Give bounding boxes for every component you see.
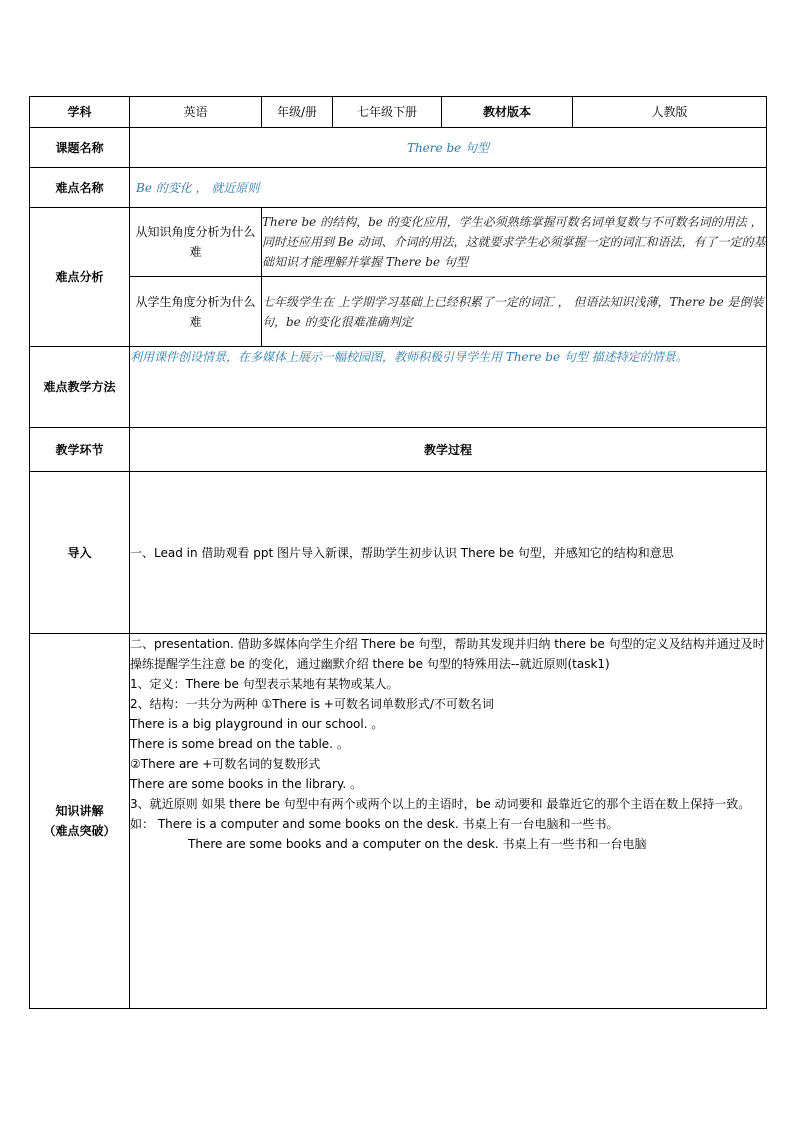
difficulty-row xyxy=(30,168,767,208)
grade-value: 七年级下册 xyxy=(333,97,442,128)
subject-value: 英语 xyxy=(130,97,262,128)
method-label: 难点教学方法 xyxy=(30,347,130,428)
analysis-label: 难点分析 xyxy=(30,208,130,347)
proximity-rule-paragraph: 3、就近原则 如果 there be 句型中有两个或两个以上的主语时，be 动词要和 最靠近它的那个主语在数上保持一致。 xyxy=(130,797,751,811)
presentation-paragraph: 二、presentation. 借助多媒体向学生介绍 There be 句型，帮助其发现并归纳 there be 句型的定义及结构并通过及时操练提醒学生注意 be 的变化，通过幽默介绍 there be 句型的特殊用法--就近原则(task1) xyxy=(130,637,765,671)
analysis-knowledge-row xyxy=(30,208,767,277)
structure-line-2: ②There are +可数名词的复数形式 xyxy=(130,757,321,771)
knowledge-label xyxy=(30,634,130,1009)
header-row xyxy=(30,97,767,128)
lesson-plan-table xyxy=(29,96,767,1009)
example-line-4: 如： There is a computer and some books on the desk. 书桌上有一台电脑和一些书。 xyxy=(130,817,619,831)
edition-value: 人教版 xyxy=(573,97,767,128)
student-angle-label: 从学生角度分析为什么难 xyxy=(130,277,262,347)
example-line-2: There is some bread on the table. 。 xyxy=(130,737,349,751)
knowledge-angle-text: There be 的结构，be 的变化应用，学生必须熟练掌握可数名词单复数与不可数名词的用法 ， 同时还应用到 Be 动词、介词的用法，这就要求学生必须掌握一定的词汇和语法，有了一定的基础知识才能理解并掌握 There be 句型 xyxy=(262,208,767,277)
knowledge-angle-label: 从知识角度分析为什么难 xyxy=(130,208,262,277)
process-label: 教学环节 xyxy=(30,428,130,472)
intro-label: 导入 xyxy=(30,472,130,634)
intro-row xyxy=(30,472,767,634)
process-value: 教学过程 xyxy=(130,428,767,472)
grade-label: 年级/册 xyxy=(262,97,333,128)
edition-label: 教材版本 xyxy=(442,97,573,128)
method-text: 利用课件创设情景，在多媒体上展示一幅校园图，教师积极引导学生用 There be 句型 描述特定的情景。 xyxy=(130,347,767,428)
lesson-row xyxy=(30,128,767,168)
knowledge-label-line1: 知识讲解 xyxy=(55,804,104,818)
process-row xyxy=(30,428,767,472)
knowledge-content xyxy=(130,634,767,1009)
example-line-3: There are some books in the library. 。 xyxy=(130,777,362,791)
example-line-1: There is a big playground in our school. 。 xyxy=(130,717,384,731)
method-row xyxy=(30,347,767,428)
intro-text: 一、Lead in 借助观看 ppt 图片导入新课，帮助学生初步认识 There be 句型，并感知它的结构和意思 xyxy=(130,472,767,634)
difficulty-value: Be 的变化 ， 就近原则 xyxy=(130,168,767,208)
lesson-label: 课题名称 xyxy=(30,128,130,168)
difficulty-label: 难点名称 xyxy=(30,168,130,208)
lesson-value: There be 句型 xyxy=(130,128,767,168)
knowledge-label-line2: （难点突破） xyxy=(43,824,116,838)
example-line-5: There are some books and a computer on the desk. 书桌上有一些书和一台电脑 xyxy=(188,837,647,851)
subject-label: 学科 xyxy=(30,97,130,128)
analysis-student-row xyxy=(30,277,767,347)
knowledge-row xyxy=(30,634,767,1009)
student-angle-text: 七年级学生在 上学期学习基础上已经积累了一定的词汇 ， 但语法知识浅薄，There be 是倒装句，be 的变化很难准确判定 xyxy=(262,277,767,347)
definition-line: 1、定义：There be 句型表示某地有某物或某人。 xyxy=(130,677,399,691)
structure-line: 2、结构：一共分为两种 ①There is +可数名词单数形式/不可数名词 xyxy=(130,697,494,711)
